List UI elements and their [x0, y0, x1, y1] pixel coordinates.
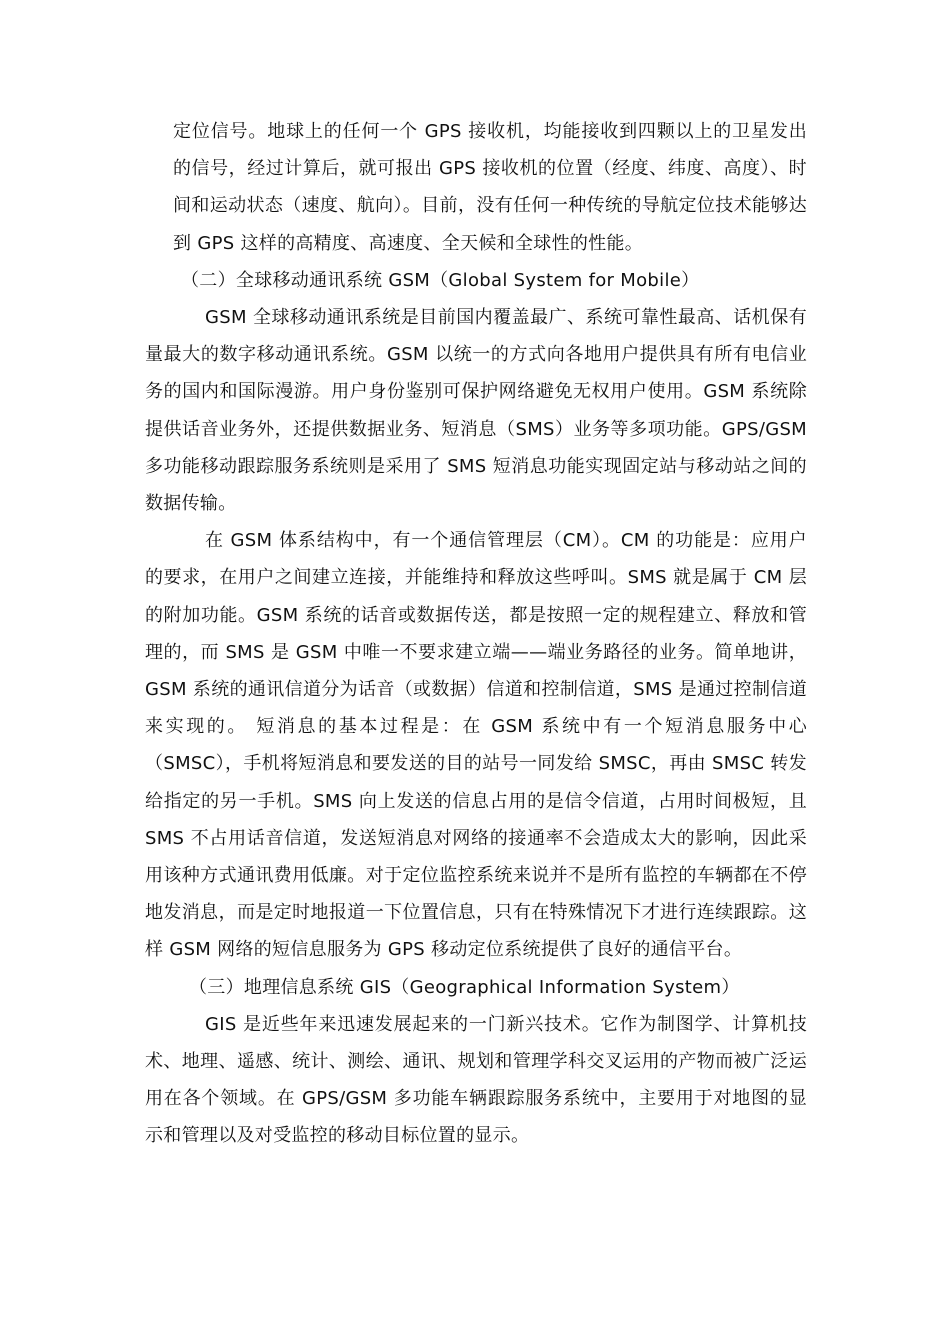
- paragraph-gis-overview: GIS 是近些年来迅速发展起来的一门新兴技术。它作为制图学、计算机技术、地理、遥感、统计、测绘、通讯、规划和管理学科交叉运用的产物而被广泛运用在各个领域。在 GPS/GSM 多功能车辆跟踪服务系统中，主要用于对地图的显示和管理以及对受监控的移动目标位置的显示。: [145, 1013, 807, 1147]
- section-heading-gsm: （二）全球移动通讯系统 GSM（Global System for Mobile）: [181, 269, 700, 291]
- paragraph-gsm-overview: GSM 全球移动通讯系统是目前国内覆盖最广、系统可靠性最高、话机保有量最大的数字移动通讯系统。GSM 以统一的方式向各地用户提供具有所有电信业务的国内和国际漫游。用户身份鉴别可保护网络避免无权用户使用。GSM 系统除提供话音业务外，还提供数据业务、短消息（SMS）业务等多项功能。GPS/GSM 多功能移动跟踪服务系统则是采用了 SMS 短消息功能实现固定站与移动站之间的数据传输。: [145, 307, 807, 515]
- section-heading-gis: （三）地理信息系统 GIS（Geographical Information System）: [189, 976, 740, 998]
- paragraph-gps-signal: 定位信号。地球上的任何一个 GPS 接收机，均能接收到四颗以上的卫星发出的信号，经过计算后，就可报出 GPS 接收机的位置（经度、纬度、高度）、时间和运动状态（速度、航向）。目前，没有任何一种传统的导航定位技术能够达到 GPS 这样的高精度、高速度、全天候和全球性的性能。: [173, 121, 807, 254]
- paragraph-gsm-cm-sms: 在 GSM 体系结构中，有一个通信管理层（CM）。CM 的功能是：应用户的要求，在用户之间建立连接，并能维持和释放这些呼叫。SMS 就是属于 CM 层的附加功能。GSM 系统的话音或数据传送，都是按照一定的规程建立、释放和管理的，而 SMS 是 GSM 中唯一不要求建立端——端业务路径的业务。简单地讲，GSM 系统的通讯信道分为话音（或数据）信道和控制信道，SMS 是通过控制信道来实现的。 短消息的基本过程是：在 GSM 系统中有一个短消息服务中心（SMSC），手机将短消息和要发送的目的站号一同发给 SMSC，再由 SMSC 转发给指定的另一手机。SMS 向上发送的信息占用的是信令信道，占用时间极短，且 SMS 不占用话音信道，发送短消息对网络的接通率不会造成太大的影响，因此采用该种方式通讯费用低廉。对于定位监控系统来说并不是所有监控的车辆都在不停地发消息，而是定时地报道一下位置信息，只有在特殊情况下才进行连续跟踪。这样 GSM 网络的短信息服务为 GPS 移动定位系统提供了良好的通信平台。: [145, 530, 807, 961]
- document-page: [145, 113, 807, 1155]
